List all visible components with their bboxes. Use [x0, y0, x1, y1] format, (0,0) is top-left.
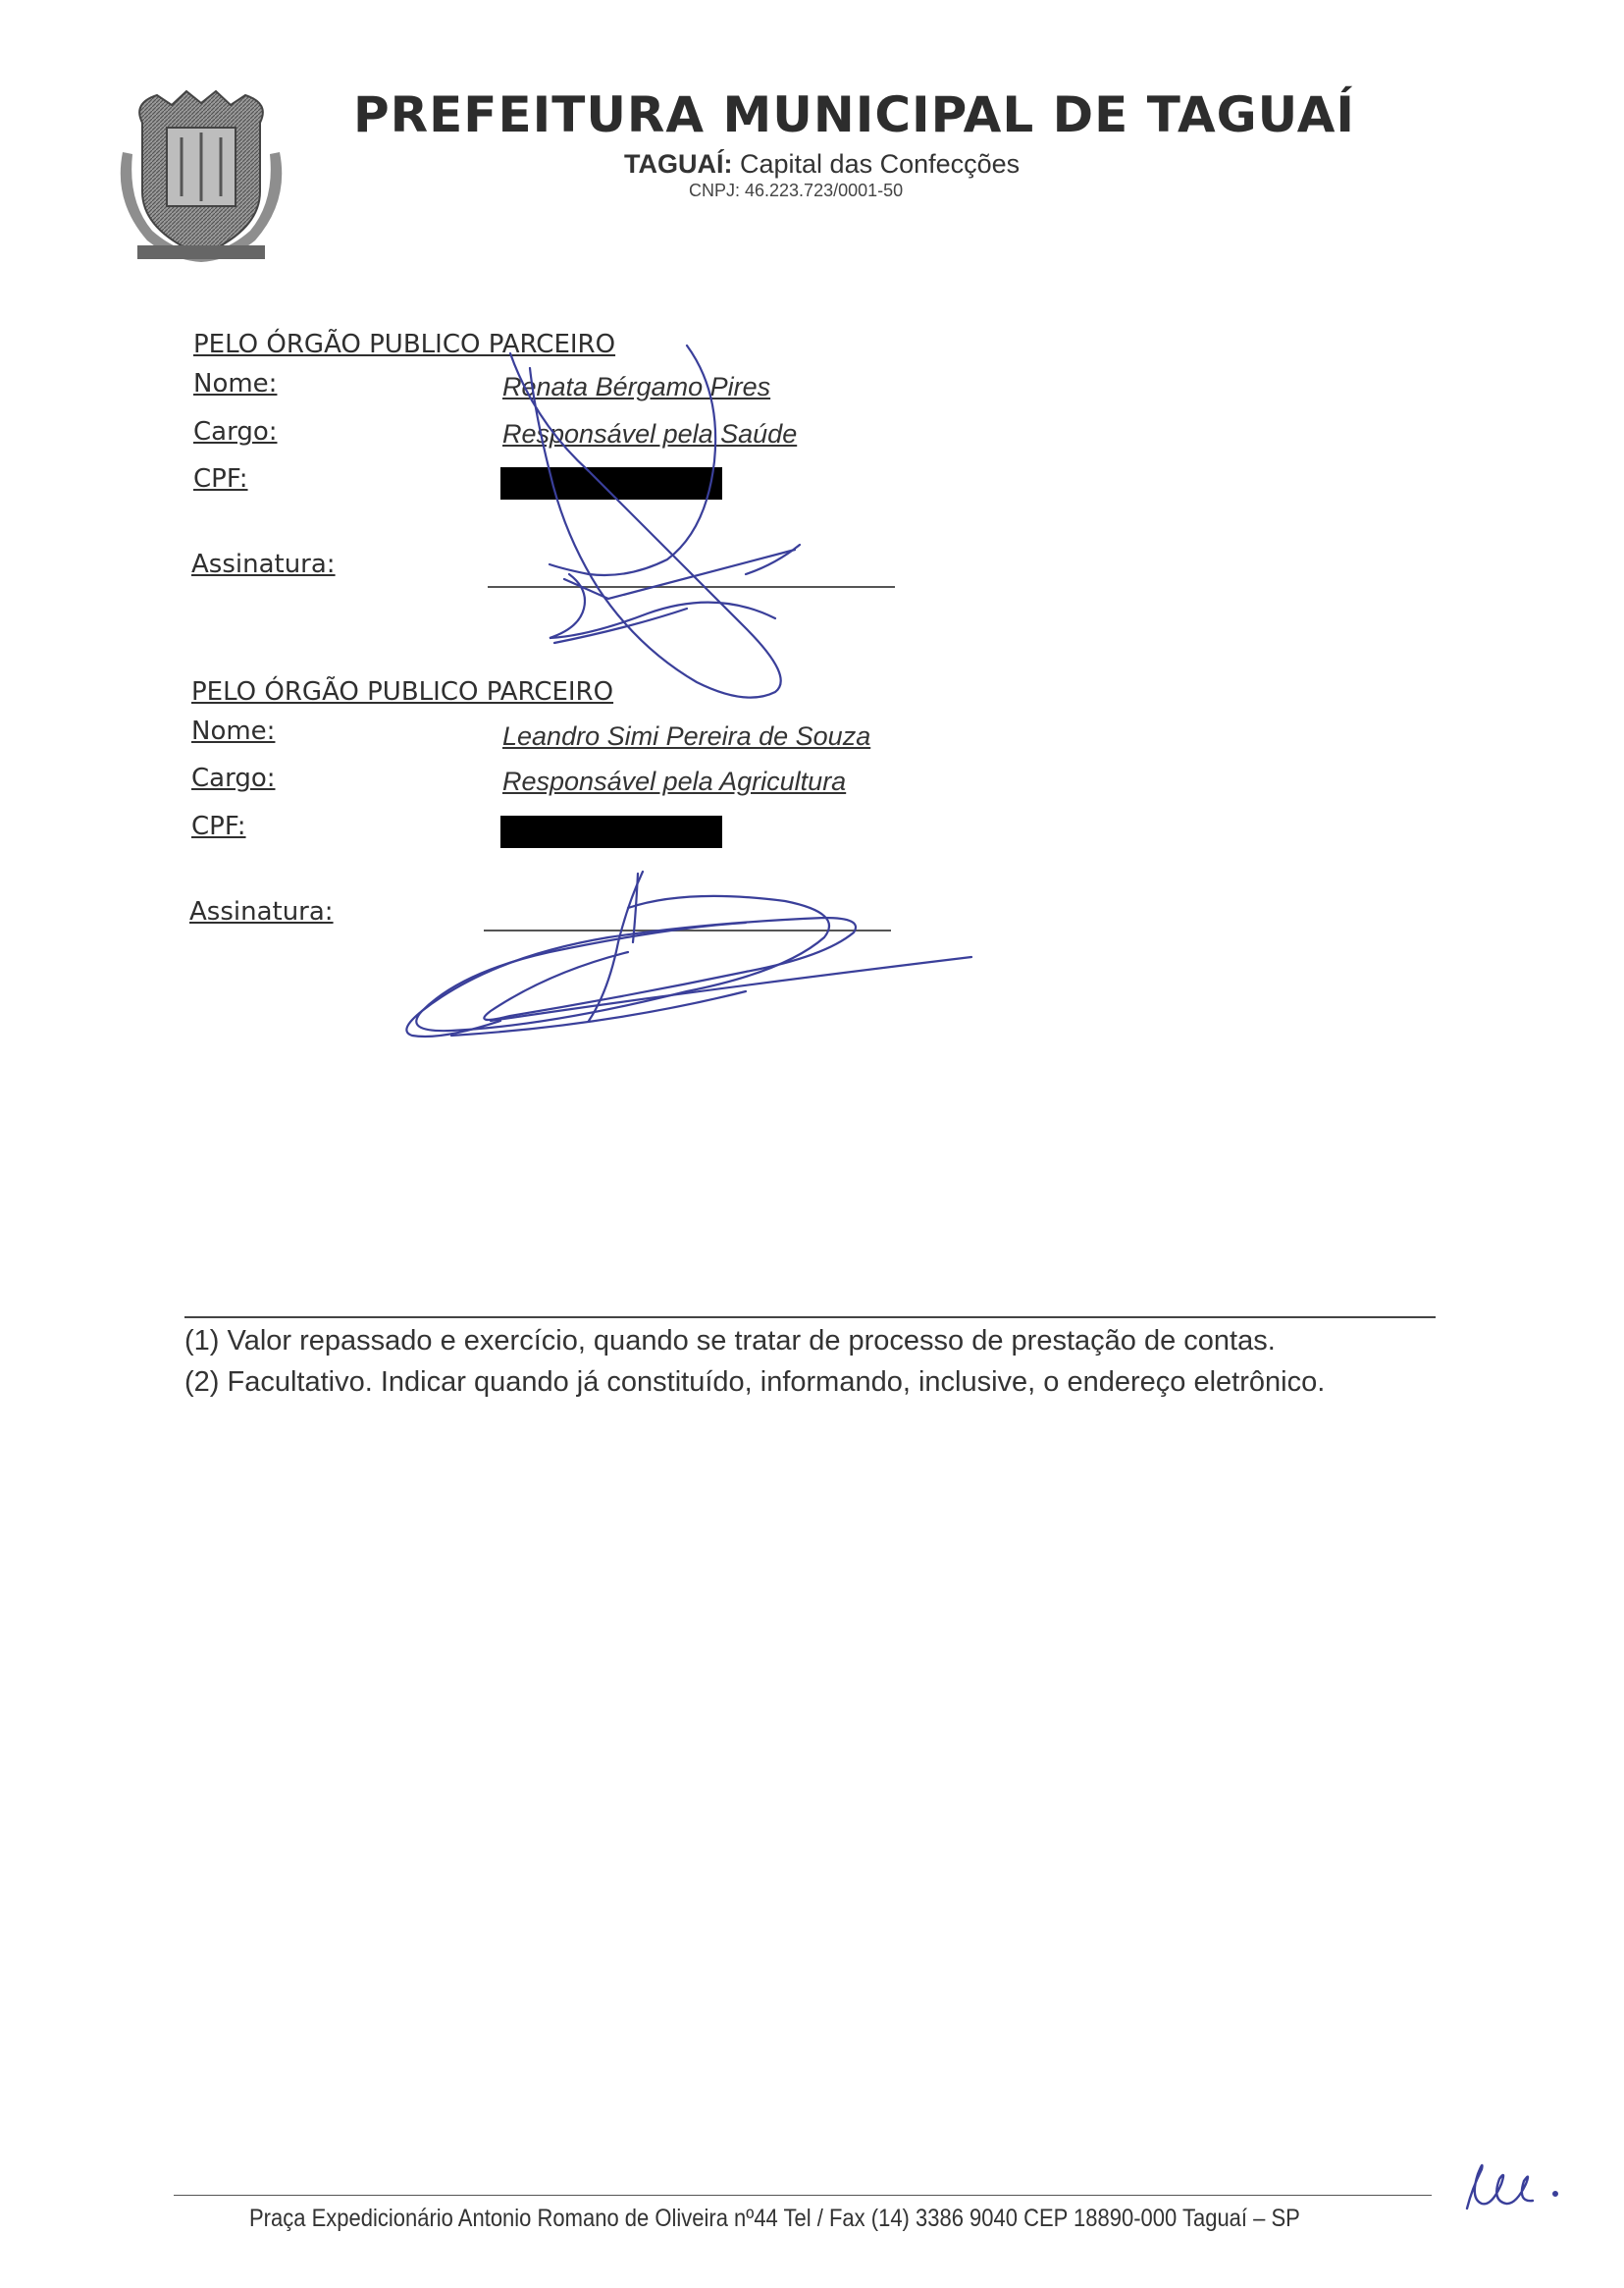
signatory-2-name-value: Leandro Simi Pereira de Souza — [502, 721, 871, 751]
footnote-1: (1) Valor repassado e exercício, quando se tratar de processo de prestação de contas. — [184, 1325, 1276, 1357]
initials-handwriting — [1467, 2165, 1557, 2208]
footnote-divider — [184, 1316, 1436, 1318]
signatory-2-section-title: PELO ÓRGÃO PUBLICO PARCEIRO — [191, 677, 614, 707]
signatory-2-role-value: Responsável pela Agricultura — [502, 767, 847, 796]
signature-1-handwriting — [510, 346, 800, 698]
signatory-2-cpf-label: CPF: — [191, 812, 246, 841]
signatory-1-role-value: Responsável pela Saúde — [502, 419, 798, 449]
signatory-1-name-label: Nome: — [193, 369, 278, 399]
signatory-1-section-title: PELO ÓRGÃO PUBLICO PARCEIRO — [193, 330, 616, 359]
signatory-2-name-label: Nome: — [191, 717, 276, 746]
footer-divider — [174, 2195, 1432, 2196]
signatory-1-cpf-label: CPF: — [193, 464, 248, 494]
subtitle-city: TAGUAÍ: — [624, 149, 733, 179]
signature-2-handwriting — [406, 872, 971, 1037]
document-title: PREFEITURA MUNICIPAL DE TAGUAÍ — [353, 86, 1356, 143]
signatory-2-role-label: Cargo: — [191, 764, 276, 793]
footnote-2: (2) Facultativo. Indicar quando já constituído, informando, inclusive, o endereço eletrônico. — [184, 1366, 1326, 1398]
signatory-1-role-label: Cargo: — [193, 417, 278, 447]
signatory-1-name-value: Renata Bérgamo Pires — [502, 372, 771, 401]
cnpj-number: CNPJ: 46.223.723/0001-50 — [689, 181, 904, 200]
footer-address: Praça Expedicionário Antonio Romano de Oliveira nº44 Tel / Fax (14) 3386 9040 CEP 18890-000 Taguaí – SP — [249, 2205, 1300, 2232]
subtitle-tagline: Capital das Confecções — [740, 149, 1021, 179]
signatory-1-signature-label: Assinatura: — [191, 550, 336, 579]
signatory-2-signature-label: Assinatura: — [189, 897, 334, 927]
